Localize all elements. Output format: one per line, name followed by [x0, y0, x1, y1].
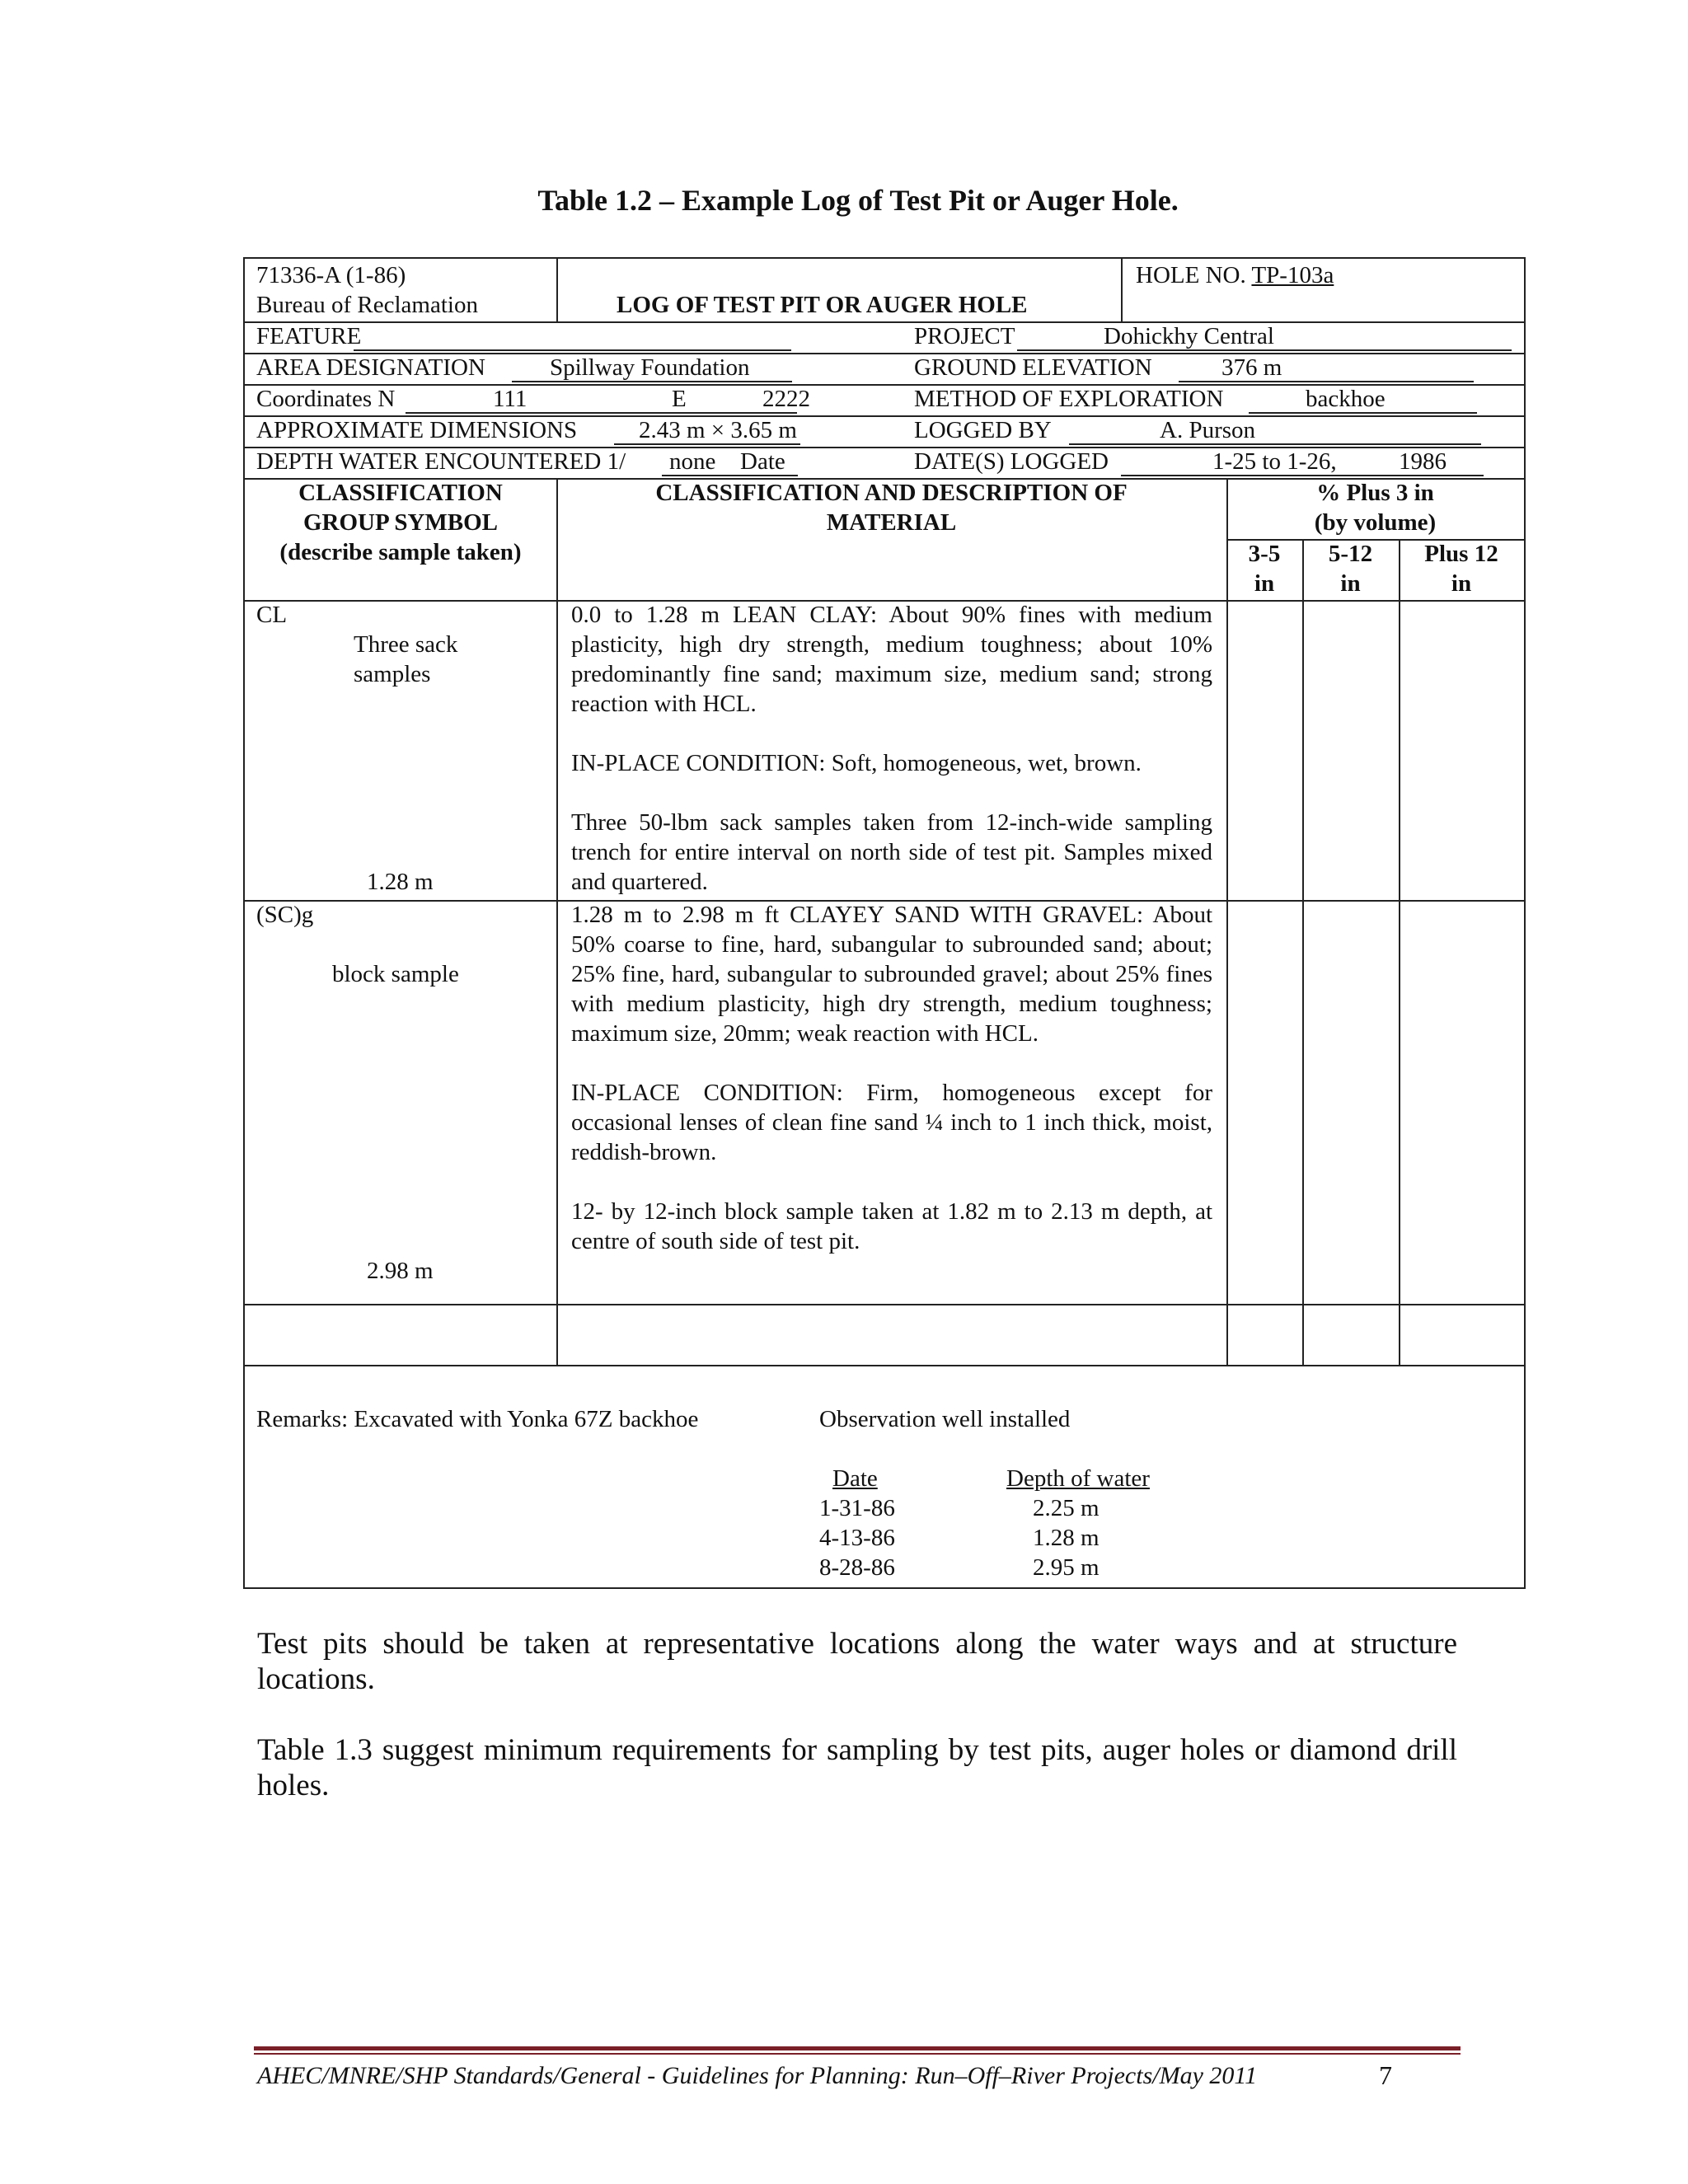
row1-symbol: CL: [256, 602, 288, 628]
dimensions-label: APPROXIMATE DIMENSIONS: [256, 417, 578, 443]
feature-label: FEATURE: [256, 323, 362, 349]
footer-rule-thin: [254, 2053, 1461, 2055]
sub2-line2: in: [1340, 570, 1361, 597]
row2-desc-para3: 12- by 12-inch block sample taken at 1.82 m to 2.13 m depth, at centre of south side of test pit.: [571, 1198, 1212, 1254]
sub1-line2: in: [1254, 570, 1275, 597]
form-number: 71336-A (1-86): [256, 262, 406, 288]
dimensions-value: 2.43 m × 3.65 m: [639, 417, 797, 443]
col-classification-header: [245, 478, 556, 567]
area-value: Spillway Foundation: [550, 354, 750, 381]
row1-desc-para2: IN-PLACE CONDITION: Soft, homogeneous, wet, brown.: [571, 750, 1142, 776]
page-title: Table 1.2 – Example Log of Test Pit or Auger Hole.: [537, 184, 1179, 217]
row1-desc-para3: Three 50-lbm sack samples taken from 12-inch-wide sampling trench for entire interval on north side of test pit. Samples mixed and quartered.: [571, 809, 1212, 895]
row1-depth: 1.28 m: [367, 869, 434, 895]
water-date-header: Date: [832, 1465, 878, 1492]
reading-1-date: 1-31-86: [819, 1495, 895, 1521]
row1-sample-line2: samples: [354, 661, 431, 687]
sub3-line2: in: [1451, 570, 1472, 597]
col2-header-line1: CLASSIFICATION AND DESCRIPTION OF: [655, 480, 1128, 506]
coordinate-e-value: 2222: [762, 386, 810, 412]
project-value: Dohickhy Central: [1104, 323, 1274, 349]
footer-rule: [254, 2046, 1461, 2050]
hole-value: TP-103a: [1251, 262, 1334, 288]
coordinates-label: Coordinates N: [256, 386, 396, 412]
hole-label: HOLE NO.: [1136, 262, 1246, 288]
col-plus12-header: [1399, 539, 1524, 598]
sub2-line1: 5-12: [1328, 541, 1373, 567]
paragraph-table-1-3: Table 1.3 suggest minimum requirements for sampling by test pits, auger holes or diamond drill holes.: [257, 1733, 1457, 1802]
row2-description: [571, 900, 1212, 1256]
row1-description: [571, 600, 1212, 897]
method-label: METHOD OF EXPLORATION: [914, 386, 1224, 412]
col-5-12-header: [1302, 539, 1399, 598]
col1-header-line1: CLASSIFICATION: [298, 480, 503, 506]
plus3-header-line2: (by volume): [1314, 509, 1437, 536]
coordinate-e-label: E: [672, 386, 687, 412]
paragraph-test-pits: Test pits should be taken at representative locations along the water ways and at structure locations.: [257, 1627, 1457, 1696]
sub1-line1: 3-5: [1248, 541, 1281, 567]
test-pit-log-table: [243, 257, 1526, 1589]
col-3-5-header: [1226, 539, 1302, 598]
reading-2-date: 4-13-86: [819, 1525, 895, 1551]
water-depth-header: Depth of water: [1006, 1465, 1150, 1492]
ground-elevation-value: 376 m: [1221, 354, 1282, 381]
project-label: PROJECT: [914, 323, 1015, 349]
logged-by-label: LOGGED BY: [914, 417, 1052, 443]
dates-logged-year: 1986: [1399, 448, 1447, 475]
reading-1-water: 2.25 m: [1033, 1495, 1100, 1521]
reading-2-water: 1.28 m: [1033, 1525, 1100, 1551]
col1-header-line2: GROUP SYMBOL: [302, 509, 499, 536]
dates-logged-label: DATE(S) LOGGED: [914, 448, 1109, 475]
footer-text: AHEC/MNRE/SHP Standards/General - Guidelines for Planning: Run–Off–River Projects/May 2011: [257, 2062, 1258, 2089]
page-number: 7: [1379, 2060, 1392, 2090]
reading-3-water: 2.95 m: [1033, 1554, 1100, 1581]
row1-desc-para1: 0.0 to 1.28 m LEAN CLAY: About 90% fines with medium plasticity, high dry strength, medium toughness; about 10% predominantly fine sand; maximum size, medium sand; strong reaction with HCL.: [571, 602, 1212, 717]
col-description-header: [556, 478, 1226, 537]
col-plus3-header: [1226, 478, 1524, 537]
row1-sample-line1: Three sack: [354, 631, 458, 658]
logged-by-value: A. Purson: [1160, 417, 1256, 443]
plus3-header-line1: % Plus 3 in: [1316, 480, 1434, 506]
coordinate-n-value: 111: [493, 386, 528, 412]
hole-number: [1136, 260, 1334, 290]
depth-water-date-label: Date: [740, 448, 785, 475]
agency-name: Bureau of Reclamation: [256, 292, 478, 318]
row2-desc-para2: IN-PLACE CONDITION: Firm, homogeneous except for occasional lenses of clean fine sand ¼ inch to 1 inch thick, moist, reddish-brown.: [571, 1080, 1212, 1165]
remarks-text: Remarks: Excavated with Yonka 67Z backhoe: [256, 1406, 699, 1432]
sub3-line1: Plus 12: [1424, 541, 1498, 567]
method-value: backhoe: [1306, 386, 1386, 412]
row2-depth: 2.98 m: [367, 1258, 434, 1284]
depth-water-label: DEPTH WATER ENCOUNTERED 1/: [256, 448, 626, 475]
ground-elevation-label: GROUND ELEVATION: [914, 354, 1152, 381]
area-label: AREA DESIGNATION: [256, 354, 485, 381]
row2-symbol: (SC)g: [256, 902, 314, 928]
row2-sample-line1: block sample: [332, 961, 459, 987]
depth-water-value: none: [669, 448, 716, 475]
row2-desc-para1: 1.28 m to 2.98 m ft CLAYEY SAND WITH GRAVEL: About 50% coarse to fine, hard, subangular to subrounded sand; about; 25% fine, hard, subangular to subrounded gravel; about 25% fines with medium plasticity, high dry strength, medium toughness; maximum size, 20mm; weak reaction with HCL.: [571, 902, 1212, 1047]
col1-header-line3: (describe sample taken): [279, 539, 522, 565]
observation-well-text: Observation well installed: [819, 1406, 1071, 1432]
col2-header-line2: MATERIAL: [826, 509, 957, 536]
dates-logged-value: 1-25 to 1-26,: [1212, 448, 1337, 475]
reading-3-date: 8-28-86: [819, 1554, 895, 1581]
form-heading: LOG OF TEST PIT OR AUGER HOLE: [617, 292, 1028, 318]
